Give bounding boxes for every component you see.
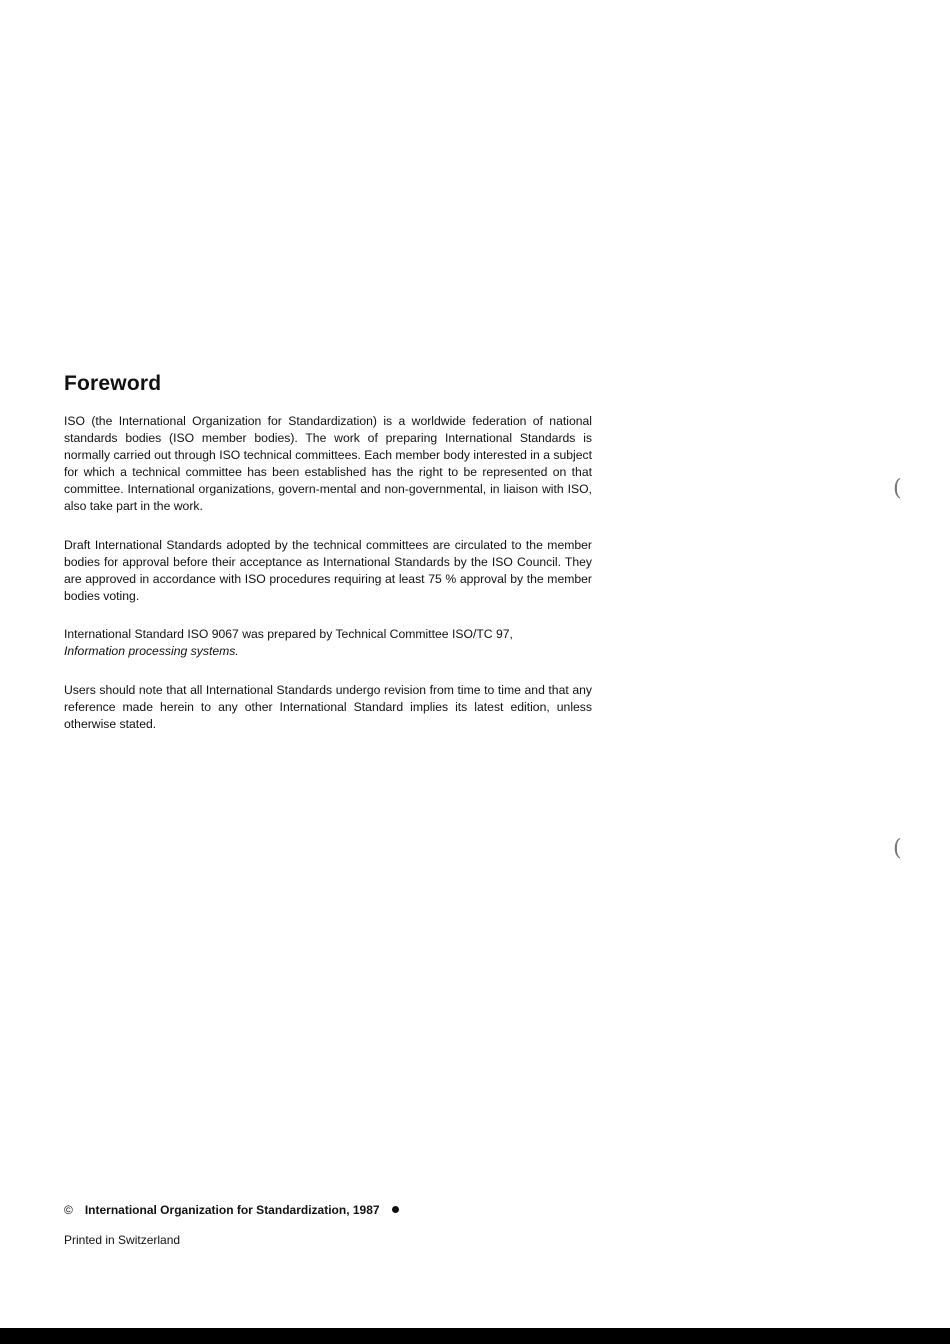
copyright-line bbox=[64, 1202, 399, 1219]
copyright-text: International Organization for Standardization, 1987 bbox=[84, 1203, 380, 1217]
foreword-paragraph-2: Draft International Standards adopted by the technical committees are circulated to the member bodies for approval before their acceptance as International Standards by the ISO Council. They are approved in accordance with ISO procedures requiring at least 75 % approval by the member bodies voting. bbox=[64, 538, 592, 603]
committee-statement: International Standard ISO 9067 was prepared by Technical Committee ISO/TC 97, bbox=[64, 627, 513, 641]
scan-artifact-mark: ( bbox=[893, 836, 902, 861]
scan-border-bar bbox=[0, 1328, 950, 1344]
foreword-paragraph-4: Users should note that all International Standards undergo revision from time to time and that any reference made herein to any other International Standard implies its latest edition, unless otherwise stated. bbox=[64, 683, 592, 731]
scan-artifact-mark: ( bbox=[893, 476, 902, 501]
foreword-paragraph-3 bbox=[64, 626, 592, 660]
foreword-paragraph-1: ISO (the International Organization for Standardization) is a worldwide federation of national standards bodies (ISO member bodies). The work of preparing International Standards is normally carried out through ISO technical committees. Each member body interested in a subject for which a technical committee has been established has the right to be represented on that committee. International organizations, govern-mental and non-governmental, in liaison with ISO, also take part in the work. bbox=[64, 414, 592, 513]
printed-note: Printed in Switzerland bbox=[64, 1233, 181, 1247]
committee-name: Information processing systems. bbox=[64, 644, 239, 658]
page-title: Foreword bbox=[64, 372, 162, 395]
copyright-icon: © bbox=[64, 1203, 73, 1217]
bullet-icon bbox=[392, 1206, 399, 1213]
